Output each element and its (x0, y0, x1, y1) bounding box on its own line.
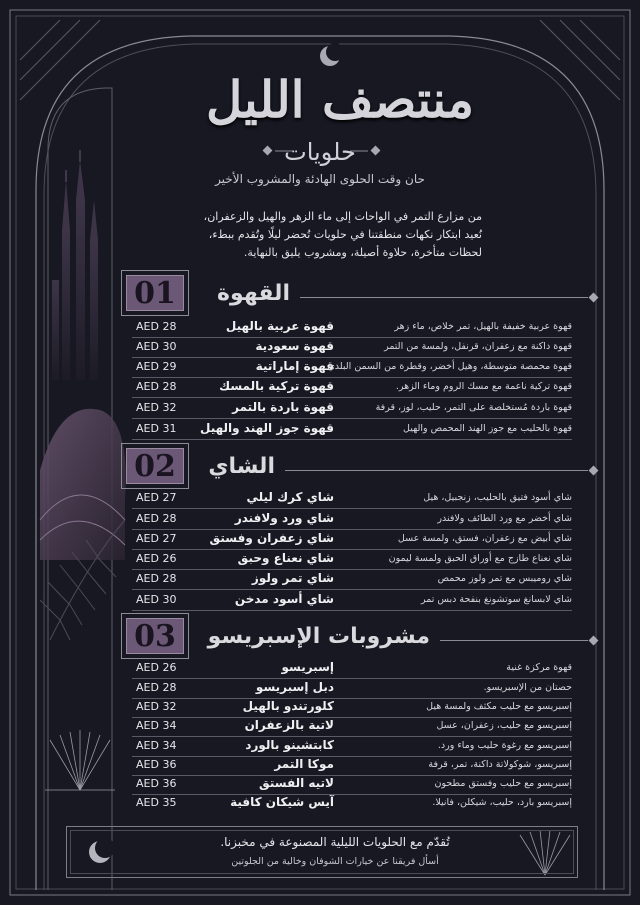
menu-row (132, 550, 572, 570)
item-price: AED 34 (136, 719, 177, 732)
item-description: شاي أسود فتيق بالحليب، زنجبيل، هيل (423, 492, 572, 503)
item-price: AED 28 (136, 512, 177, 525)
item-price: AED 28 (136, 572, 177, 585)
page-subtitle: حلويات (284, 138, 356, 166)
item-description: إسبريسو مع حليب وفستق مطحون (434, 778, 572, 789)
item-price: AED 36 (136, 758, 177, 771)
item-name: شاي كرك ليلي (246, 490, 334, 504)
menu-row (132, 318, 572, 338)
menu-row (132, 737, 572, 757)
diamond-ornament (589, 636, 599, 646)
section-title: الشاي (208, 454, 275, 479)
menu-row (132, 756, 572, 776)
item-name: قهوة إماراتية (255, 359, 334, 373)
item-name: قهوة سعودية (255, 339, 334, 353)
menu-row (132, 591, 572, 611)
item-name: كابتشينو بالورد (245, 738, 334, 752)
item-description: قهوة مركزة غنية (506, 662, 572, 673)
item-price: AED 32 (136, 401, 177, 414)
item-price: AED 30 (136, 340, 177, 353)
item-name: إسبريسو (281, 660, 334, 674)
item-price: AED 28 (136, 681, 177, 694)
item-description: إسبريسو مع رغوة حليب وماء ورد. (437, 740, 572, 751)
menu-row (132, 530, 572, 550)
item-name: لاتية بالزعفران (244, 718, 334, 732)
section-divider (440, 640, 588, 641)
item-name: قهوة تركية بالمسك (219, 379, 334, 393)
item-price: AED 35 (136, 796, 177, 809)
item-name: شاي زعفران وفستق (209, 531, 334, 545)
item-description: حصتان من الإسبريسو. (483, 682, 572, 693)
diamond-ornament (589, 293, 599, 303)
item-name: دبل إسبريسو (255, 680, 334, 694)
item-price: AED 31 (136, 422, 177, 435)
item-price: AED 29 (136, 360, 177, 373)
item-description: قهوة تركية ناعمة مع مسك الروم وماء الزهر. (395, 381, 572, 392)
item-name: شاي ورد ولافندر (234, 511, 334, 525)
section-title: القهوة (217, 281, 290, 306)
menu-row (132, 489, 572, 509)
sunburst-decoration (45, 730, 115, 790)
item-description: إسبريسو مع حليب، زعفران، عسل (436, 720, 572, 731)
item-name: شاي نعناع وحبق (237, 551, 334, 565)
menu-row (132, 679, 572, 699)
page-title: منتصف الليل (205, 70, 475, 129)
item-description: قهوة بالحليب مع جوز الهند المحمص والهيل (403, 423, 572, 434)
item-price: AED 28 (136, 320, 177, 333)
item-price: AED 26 (136, 552, 177, 565)
section-number: 03 (126, 618, 184, 654)
item-price: AED 34 (136, 739, 177, 752)
page-tagline: حان وقت الحلوى الهادئة والمشروب الأخير (215, 172, 425, 186)
menu-row (132, 378, 572, 398)
item-price: AED 36 (136, 777, 177, 790)
menu-row (132, 717, 572, 737)
menu-row (132, 698, 572, 718)
item-name: شاي تمر ولوز (251, 571, 334, 585)
item-description: شاي نعناع طازج مع أوراق الحبق ولمسة ليمون (388, 553, 572, 564)
section-divider (285, 470, 588, 471)
footer-subnote: أسأل فريقنا عن خيارات الشوفان وخالية من الجلوتين (231, 856, 439, 867)
menu-row (132, 659, 572, 679)
item-price: AED 32 (136, 700, 177, 713)
section-divider (300, 297, 588, 298)
item-price: AED 27 (136, 532, 177, 545)
intro-line-2: نُعيد ابتكار نكهات منطقتنا في حلويات تُحضر ليلًا وتُقدم ببطء، (208, 228, 482, 241)
item-name: كلورتندو بالهيل (242, 699, 334, 713)
item-name: موكا التمر (274, 757, 334, 771)
item-description: قهوة محمصة متوسطة، وهيل أخضر، وقطرة من السمن البلدي (327, 361, 572, 372)
intro-line-1: من مزارع التمر في الواحات إلى ماء الزهر والهيل والزعفران، (203, 210, 482, 223)
item-price: AED 26 (136, 661, 177, 674)
item-description: شاي لابسانغ سوتشونغ بنفحة دبس تمر (420, 594, 572, 605)
item-description: إسبريسو مع حليب مكثف ولمسة هيل (426, 701, 572, 712)
item-name: قهوة عربية بالهيل (225, 319, 334, 333)
item-description: قهوة باردة مُستخلصة على التمر، حليب، لوز، قرفة (375, 402, 572, 413)
item-name: شاي أسود مدخن (234, 592, 334, 606)
menu-row (132, 510, 572, 530)
crescent-moon-icon (320, 43, 344, 66)
item-description: إسبريسو بارد، حليب، شيكلن، فانيلا. (432, 797, 572, 808)
menu-row (132, 570, 572, 590)
item-name: قهوة باردة بالتمر (232, 400, 334, 414)
section-number: 02 (126, 448, 184, 484)
footer-note: تُقدّم مع الحلويات الليلية المصنوعة في مخبزنا. (220, 835, 450, 849)
menu-row (132, 399, 572, 419)
palm-leaf-illustration (40, 520, 125, 640)
item-price: AED 28 (136, 380, 177, 393)
item-description: قهوة عربية خفيفة بالهيل، تمر خلاص، ماء زهر (394, 321, 572, 332)
item-name: لاتيه الفستق (259, 776, 334, 790)
item-price: AED 30 (136, 593, 177, 606)
item-name: قهوة جوز الهند والهيل (200, 421, 334, 435)
diamond-ornament (589, 466, 599, 476)
item-price: AED 27 (136, 491, 177, 504)
menu-row (132, 358, 572, 378)
item-description: شاي أبيض مع زعفران، فستق، ولمسة عسل (397, 533, 572, 544)
skyline-illustration (52, 150, 98, 380)
item-name: آيس شيكان كافية (230, 795, 334, 809)
item-description: شاي روميبس مع تمر ولوز محمص (437, 573, 572, 584)
section-number: 01 (126, 275, 184, 311)
item-description: إسبريسو، شوكولاتة داكنة، تمر، قرفة (428, 759, 572, 770)
menu-row (132, 420, 572, 440)
intro-line-3: لحظات متأخرة، حلاوة أصيلة، ومشروب يليق بالنهاية. (243, 246, 482, 259)
item-description: شاي أخضر مع ورد الطائف ولافندر (437, 513, 572, 524)
item-description: قهوة داكنة مع زعفران، قرنفل، ولمسة من التمر (384, 341, 572, 352)
dune-illustration (40, 409, 126, 560)
menu-row (132, 794, 572, 813)
menu-row (132, 338, 572, 358)
section-title: مشروبات الإسبريسو (207, 624, 430, 649)
menu-row (132, 775, 572, 795)
